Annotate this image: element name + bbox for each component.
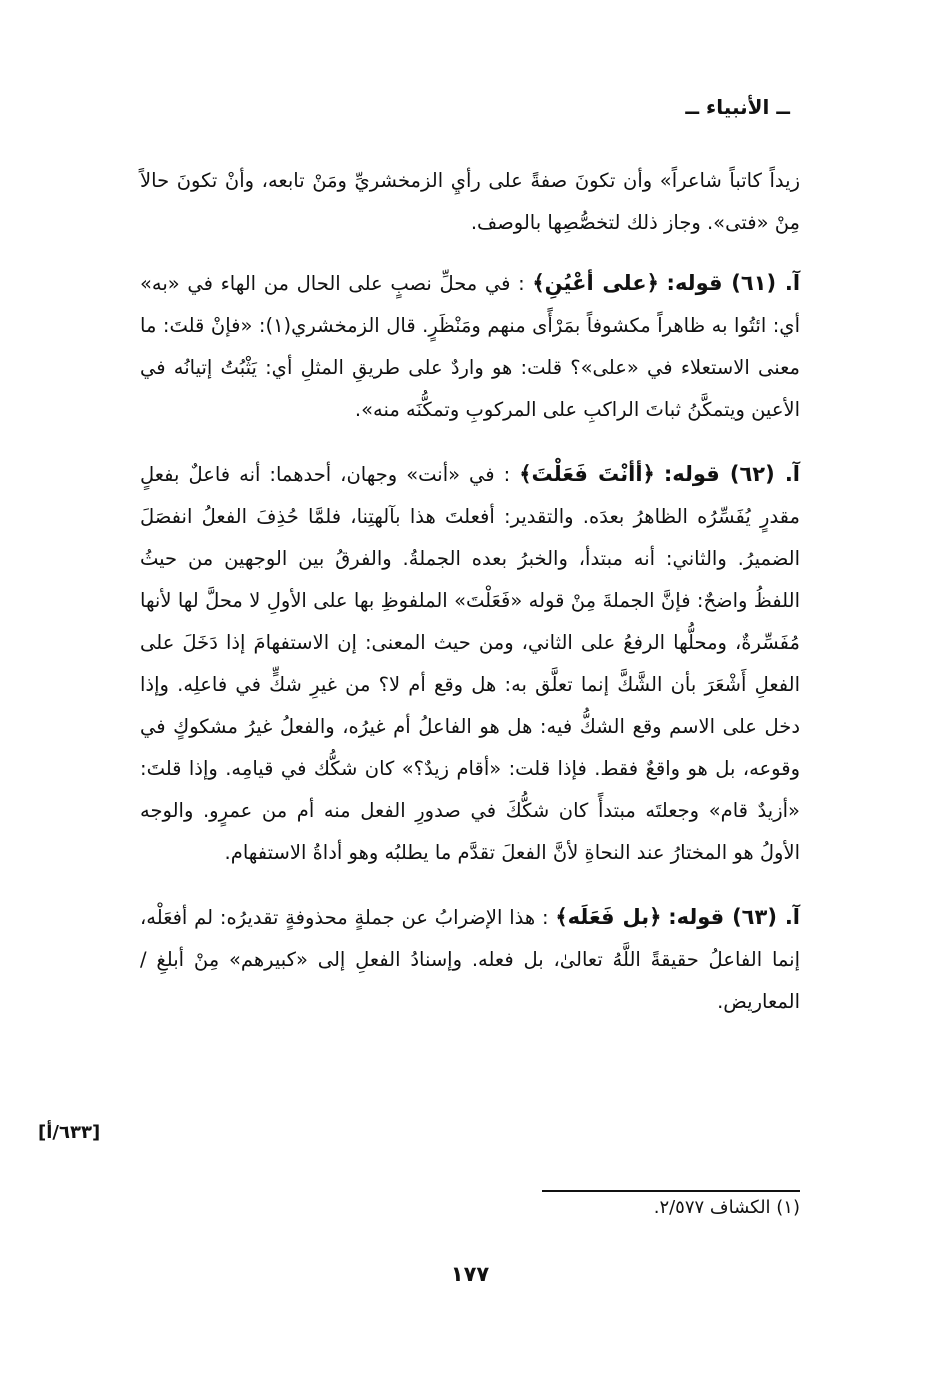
footnote: (١) الكشاف ٢/٥٧٧.: [653, 1197, 800, 1218]
verse-61-commentary: : في محلِّ نصبٍ على الحال من الهاء في «به» أي: ائتُوا به ظاهراً مكشوفاً بمَرْأًى منهم ومَنْظَرٍ. قال الزمخشري(١): «فإنْ قلتَ: ما معنى الاستعلاء في «على»؟ قلت: هو واردٌ على طريقِ المثلِ أي: يَثْبُتُ إتيانُه في الأعين ويتمكَّنُ ثباتَ الراكبِ على المركوبِ وتمكُّنَه منه».: [140, 272, 800, 421]
verse-62-commentary: : في «أنت» وجهان، أحدهما: أنه فاعلٌ بفعلٍ مقدرٍ يُفَسِّرُه الظاهرُ بعدَه. والتقدير: أفعلتَ هذا بآلهتِنا، فلمَّا حُذِفَ الفعلُ انفصَلَ الضميرُ. والثاني: أنه مبتدأ، والخبرُ بعده الجملةُ. والفرقُ بين الوجهين من حيثُ اللفظُ واضحٌ: فإنَّ الجملةَ مِنْ قوله «فَعَلْتَ» الملفوظِ بها على الأولِ لا محلَّ لها لأنها مُفَسِّرةٌ، ومحلُّها الرفعُ على الثاني، ومن حيث المعنى: إن الاستفهامَ إذا دَخَلَ على الفعلِ أَشْعَرَ بأن الشَّكَّ إنما تعلَّق به: هل وقع أم لا؟ من غيرِ شكٍّ في فاعلِه. وإذا دخل على الاسم وقع الشكُّ فيه: هل هو الفاعلُ أم غيرُه، والفعلُ غيرُ مشكوكٍ في وقوعه، بل هو واقعٌ فقط. فإذا قلت: «أقام زيدٌ؟» كان شكُّك في قيامِه. وإذا قلتَ: «أزيدٌ قام» وجعلتَه مبتدأً كان شكُّكَ في صدورِ الفعل منه أم من عمرٍو. والوجه الأولُ هو المختارُ عند النحاةِ لأنَّ الفعلَ تقدَّم ما يطلبُه وهو أداةُ الاستفهام.: [140, 463, 800, 864]
verse-62-quote: ﴿أأنْتَ فَعَلْتَ﴾: [519, 462, 655, 486]
intro-paragraph: زيداً كاتباً شاعراً» وأن تكونَ صفةً على رأيِ الزمخشريِّ ومَنْ تابعه، وأنْ تكونَ حالاً مِنْ «فتى». وجاز ذلك لتخصُّصِها بالوصف.: [140, 169, 800, 234]
verse-63-lead: آ. (٦٣) قوله:: [668, 905, 801, 929]
verse-63-commentary: : هذا الإضرابُ عن جملةٍ محذوفةٍ تقديرُه: لم أفعَلْه، إنما الفاعلُ حقيقةً اللَّهُ تعالىٰ، بل فعله. وإسنادُ الفعلِ إلى «كبيرهم» مِنْ أبلغِ / المعاريض.: [140, 906, 800, 1013]
footnote-divider: [542, 1190, 800, 1192]
body-text: [140, 160, 800, 1023]
verse-61-lead: آ. (٦١) قوله:: [666, 271, 801, 295]
verse-61-quote: ﴿على أعْيُنِ﴾: [532, 271, 659, 295]
paragraph-verse-62: [140, 453, 800, 874]
manuscript-folio-reference: [٦٣٣/أ]: [38, 1122, 101, 1143]
paragraph-verse-61: [140, 262, 800, 431]
verse-62-lead: آ. (٦٢) قوله:: [663, 462, 800, 486]
verse-63-quote: ﴿بل فَعَلَه﴾: [555, 905, 662, 929]
page-number: ١٧٧: [450, 1262, 490, 1286]
paragraph-verse-63: [140, 896, 800, 1023]
running-header: ــ الأنبياء ــ: [685, 95, 790, 119]
